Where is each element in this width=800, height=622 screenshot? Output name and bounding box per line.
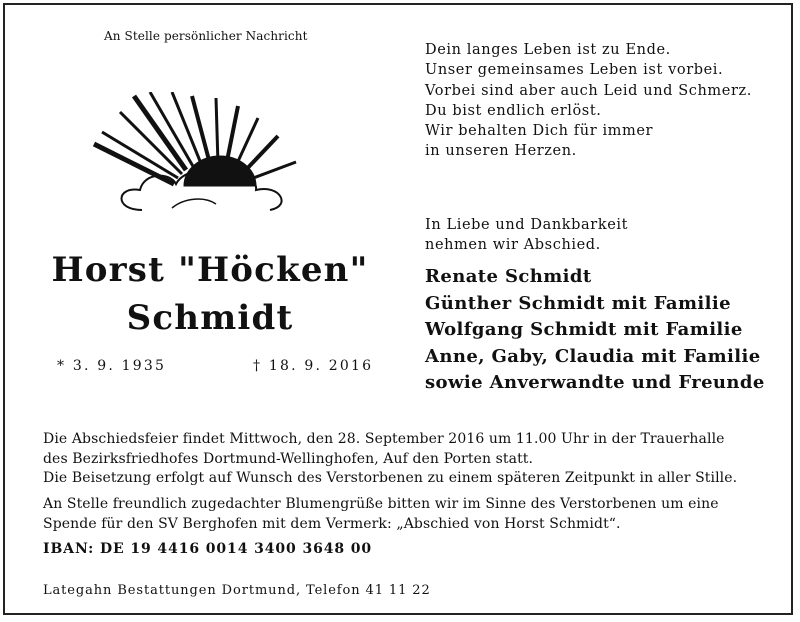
poem-line: Unser gemeinsames Leben ist vorbei. (425, 62, 724, 79)
mourner-name: Renate Schmidt (425, 266, 592, 287)
poem-line: Du bist endlich erlöst. (425, 102, 602, 119)
donation-line: Spende für den SV Berghofen mit dem Vermerk: „Abschied von Horst Schmidt“. (43, 515, 621, 532)
deceased-name-line1: Horst "Höcken" (51, 250, 369, 290)
rising-sun-over-clouds-icon (92, 92, 312, 212)
poem-line: Dein langes Leben ist zu Ende. (425, 42, 671, 58)
funeral-details (43, 430, 737, 489)
funeral-line: des Bezirksfriedhofes Dortmund-Wellinghofen, Auf den Porten statt. (43, 450, 534, 467)
notice-line: An Stelle persönlicher Nachricht (104, 29, 308, 43)
mourners-list (425, 264, 765, 397)
poem-line: Vorbei sind aber auch Leid und Schmerz. (425, 82, 752, 99)
iban: IBAN: DE 19 4416 0014 3400 3648 00 (43, 541, 373, 557)
death-date: † 18. 9. 2016 (253, 358, 374, 374)
funeral-line: Die Abschiedsfeier findet Mittwoch, den 28. September 2016 um 11.00 Uhr in der Trauerhalle (43, 431, 725, 447)
thanks-lines (425, 215, 628, 255)
thanks-line: In Liebe und Dankbarkeit (425, 217, 629, 233)
donation-line: An Stelle freundlich zugedachter Blumengrüße bitten wir im Sinne des Verstorbenen um eine (43, 496, 719, 512)
thanks-line: nehmen wir Abschied. (425, 237, 601, 253)
mourner-name: Anne, Gaby, Claudia mit Familie (425, 345, 761, 367)
poem (425, 40, 752, 162)
mourner-name: sowie Anverwandte und Freunde (425, 372, 765, 393)
birth-date: * 3. 9. 1935 (57, 358, 167, 374)
undertaker-contact: Lategahn Bestattungen Dortmund, Telefon 41 11 22 (43, 583, 431, 598)
mourner-name: Günther Schmidt mit Familie (425, 292, 731, 314)
donation-request (43, 495, 719, 534)
funeral-line: Die Beisetzung erfolgt auf Wunsch des Verstorbenen zu einem späteren Zeitpunkt in aller Stille. (43, 470, 738, 486)
mourner-name: Wolfgang Schmidt mit Familie (425, 319, 743, 340)
poem-line: Wir behalten Dich für immer (425, 123, 654, 140)
poem-line: in unseren Herzen. (425, 143, 577, 160)
deceased-name-line2: Schmidt (126, 298, 294, 338)
